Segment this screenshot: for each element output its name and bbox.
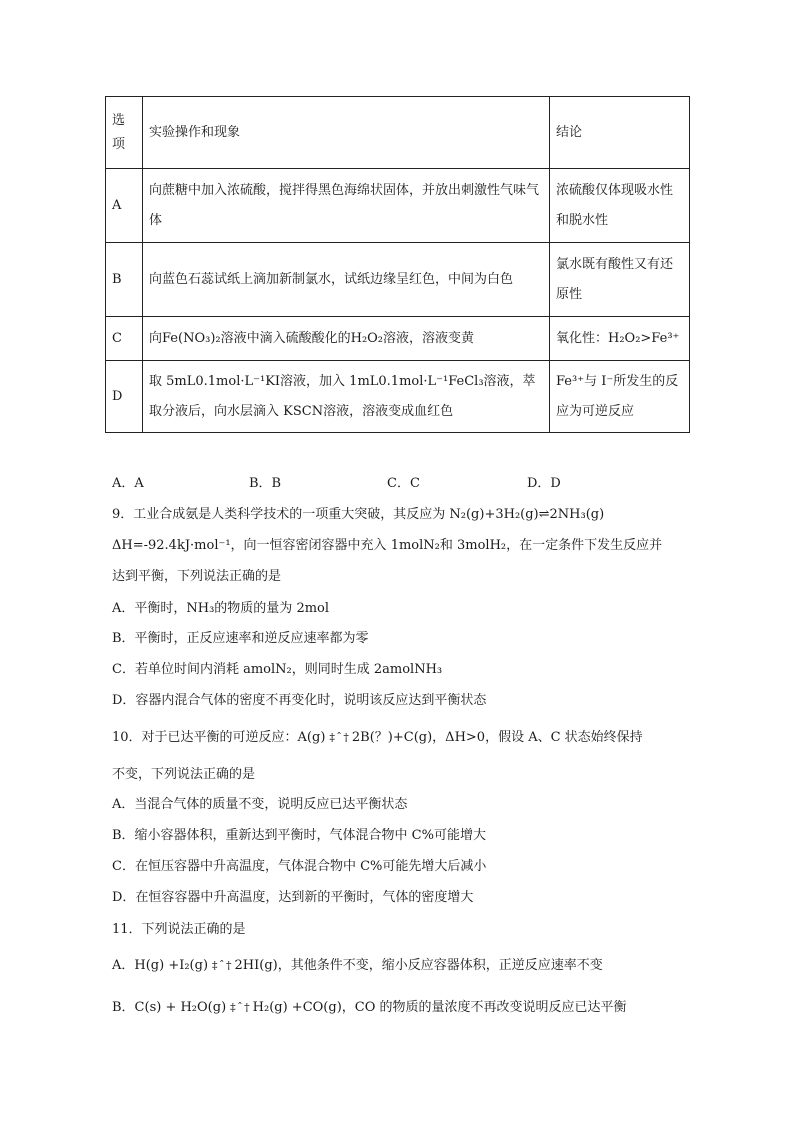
q10-stem-part2: 2B(？)+C(g)，ΔH>0，假设 A、C 状态始终保持 xyxy=(351,730,643,745)
q11-stem: 11．下列说法正确的是 xyxy=(112,922,246,937)
header-operation: 实验操作和现象 xyxy=(143,97,550,169)
q10-option-d[interactable]: D．在恒容容器中升高温度，达到新的平衡时，气体的密度增大 xyxy=(112,890,474,905)
header-conclusion: 结论 xyxy=(550,97,690,169)
q10-option-b[interactable]: B．缩小容器体积，重新达到平衡时，气体混合物中 C%可能增大 xyxy=(112,828,486,843)
row-operation: 向蓝色石蕊试纸上滴加新制氯水，试纸边缘呈红色，中间为白色 xyxy=(143,243,550,317)
table-header-row xyxy=(106,97,690,169)
row-conclusion: Fe³⁺与 I⁻所发生的反应为可逆反应 xyxy=(550,361,690,433)
row-conclusion: 浓硫酸仅体现吸水性和脱水性 xyxy=(550,169,690,243)
q10-stem-line2: 不变，下列说法正确的是 xyxy=(112,767,256,782)
q8-option-b[interactable]: B．B xyxy=(249,476,282,491)
header-option: 选项 xyxy=(106,97,143,169)
q10-stem-line1 xyxy=(112,726,643,745)
row-option: D xyxy=(106,361,143,433)
row-option: A xyxy=(106,169,143,243)
q9-stem-line1: 9．工业合成氨是人类科学技术的一项重大突破，其反应为 N₂(g)+3H₂(g)⇌2NH₃(g) xyxy=(112,507,605,522)
equilibrium-arrow-icon: ‡ ˆ † xyxy=(329,731,348,744)
q9-option-d[interactable]: D．容器内混合气体的密度不再变化时，说明该反应达到平衡状态 xyxy=(112,693,487,708)
row-option: C xyxy=(106,317,143,361)
q9-stem-line3: 达到平衡，下列说法正确的是 xyxy=(112,569,282,584)
row-operation: 取 5mL0.1mol·L⁻¹KI溶液，加入 1mL0.1mol·L⁻¹FeCl₃溶液，萃取分液后，向水层滴入 KSCN溶液，溶液变成血红色 xyxy=(143,361,550,433)
q9-stem-line2: ΔH=-92.4kJ·mol⁻¹，向一恒容密闭容器中充入 1molN₂和 3molH₂，在一定条件下发生反应并 xyxy=(112,538,663,553)
equilibrium-arrow-icon: ‡ ˆ † xyxy=(230,1001,249,1014)
row-operation: 向Fe(NO₃)₂溶液中滴入硫酸酸化的H₂O₂溶液，溶液变黄 xyxy=(143,317,550,361)
equilibrium-arrow-icon: ‡ ˆ † xyxy=(212,959,231,972)
table-row xyxy=(106,317,690,361)
q11-b-part2: H₂(g) +CO(g)，CO 的物质的量浓度不再改变说明反应已达平衡 xyxy=(252,1000,627,1015)
q11-a-part2: 2HI(g)，其他条件不变，缩小反应容器体积，正逆反应速率不变 xyxy=(234,958,603,973)
q8-option-c[interactable]: C．C xyxy=(387,476,420,491)
q11-option-b[interactable] xyxy=(112,996,627,1015)
row-conclusion: 氯水既有酸性又有还原性 xyxy=(550,243,690,317)
table-row xyxy=(106,361,690,433)
q8-option-d[interactable]: D．D xyxy=(527,476,561,491)
q9-option-b[interactable]: B．平衡时，正反应速率和逆反应速率都为零 xyxy=(112,631,369,646)
q11-b-part1: B．C(s) + H₂O(g) xyxy=(112,1000,227,1015)
row-conclusion: 氧化性：H₂O₂>Fe³⁺ xyxy=(550,317,690,361)
q11-option-a[interactable] xyxy=(112,954,603,973)
q9-option-c[interactable]: C．若单位时间内消耗 amolN₂，则同时生成 2amolNH₃ xyxy=(112,662,443,677)
row-option: B xyxy=(106,243,143,317)
table-row xyxy=(106,169,690,243)
row-operation: 向蔗糖中加入浓硫酸，搅拌得黑色海绵状固体，并放出刺激性气味气体 xyxy=(143,169,550,243)
table-row xyxy=(106,243,690,317)
experiment-table xyxy=(105,96,690,433)
q10-stem-part1: 10．对于已达平衡的可逆反应：A(g) xyxy=(112,730,326,745)
q10-option-c[interactable]: C．在恒压容器中升高温度，气体混合物中 C%可能先增大后减小 xyxy=(112,859,487,874)
q11-a-part1: A．H(g) +I₂(g) xyxy=(112,958,209,973)
q9-option-a[interactable]: A．平衡时，NH₃的物质的量为 2mol xyxy=(112,601,330,616)
q8-option-a[interactable]: A．A xyxy=(112,476,144,491)
q10-option-a[interactable]: A．当混合气体的质量不变，说明反应已达平衡状态 xyxy=(112,797,408,812)
q8-options xyxy=(112,472,561,491)
